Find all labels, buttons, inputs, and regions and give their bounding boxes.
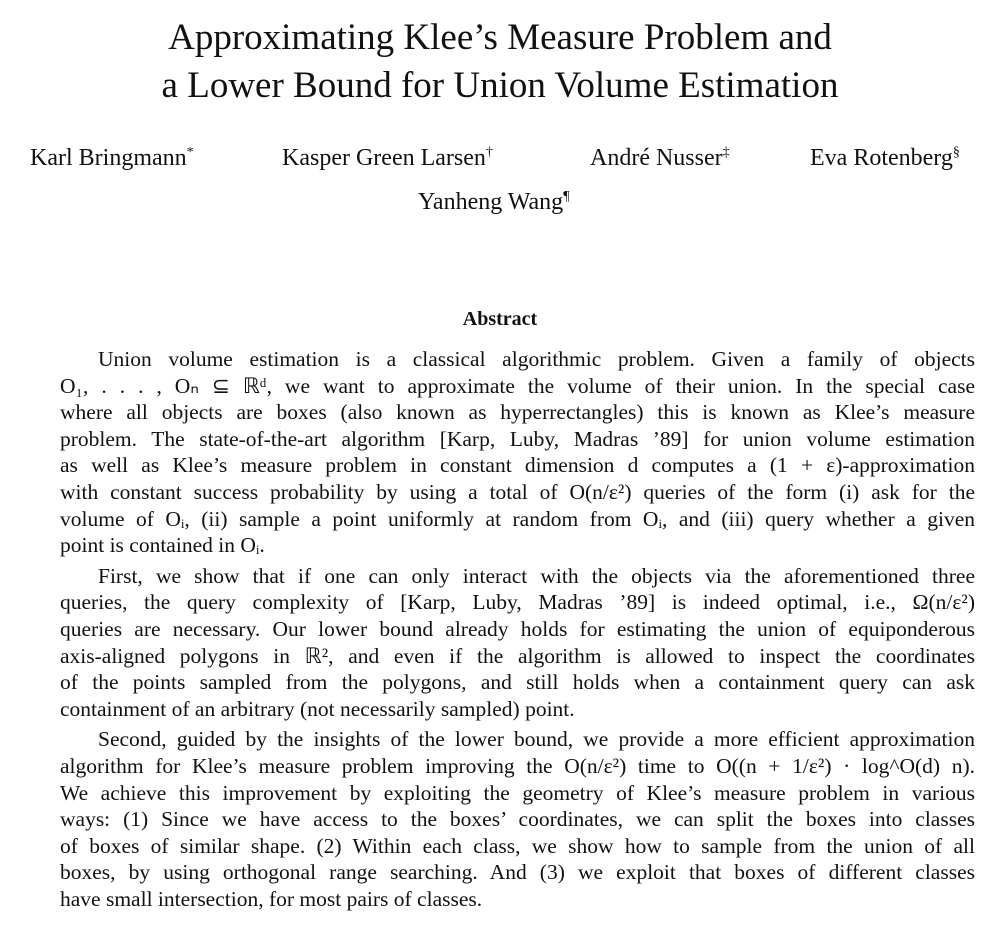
abstract-line: queries are necessary. Our lower bound already holds for estimating the union of equiponderous (60, 616, 975, 641)
abstract-line: where all objects are boxes (also known as hyperrectangles) this is known as Klee’s measure (60, 400, 975, 425)
author-name: André Nusser (590, 145, 723, 171)
author-footnote-mark: * (186, 145, 194, 160)
abstract-line: algorithm for Klee’s measure problem improving the O(n/ε²) time to O((n + 1/ε²) · log^O(d) n). (60, 753, 975, 778)
abstract-line: axis-aligned polygons in ℝ², and even if the algorithm is allowed to inspect the coordinates (60, 643, 975, 668)
abstract-line: O₁, . . . , Oₙ ⊆ ℝᵈ, we want to approximate the volume of their union. In the special case (60, 373, 975, 398)
author (590, 145, 730, 172)
abstract-body (60, 346, 975, 912)
abstract-line: volume of Oᵢ, (ii) sample a point uniformly at random from Oᵢ, and (iii) query whether a given (60, 506, 975, 531)
author-footnote-mark: § (952, 145, 960, 160)
abstract-line: point is contained in Oᵢ. (60, 533, 265, 558)
abstract-line: Union volume estimation is a classical algorithmic problem. Given a family of objects (98, 347, 975, 371)
author-name: Karl Bringmann (30, 145, 187, 171)
abstract-line: ways: (1) Since we have access to the boxes’ coordinates, we can split the boxes into classes (60, 807, 975, 832)
abstract-line: of the points sampled from the polygons, and still holds when a containment query can ask (60, 670, 975, 695)
abstract-line: First, we show that if one can only interact with the objects via the aforementioned three (98, 563, 975, 588)
author-name: Kasper Green Larsen (282, 145, 486, 171)
abstract-line: have small intersection, for most pairs of classes. (60, 886, 483, 911)
author (810, 145, 960, 172)
abstract-line: of boxes of similar shape. (2) Within each class, we show how to sample from the union of all (60, 833, 975, 858)
author (282, 145, 493, 172)
abstract-line: containment of an arbitrary (not necessarily sampled) point. (60, 696, 575, 721)
author-name: Yanheng Wang (418, 189, 564, 215)
author-footnote-mark: † (485, 145, 493, 160)
author-footnote-mark: ¶ (563, 189, 570, 204)
abstract-line: boxes, by using orthogonal range searching. And (3) we exploit that boxes of different classes (60, 860, 975, 885)
author (30, 145, 194, 172)
abstract-line: Second, guided by the insights of the lower bound, we provide a more efficient approximation (98, 727, 975, 752)
author (418, 189, 570, 216)
author-footnote-mark: ‡ (722, 145, 730, 160)
abstract-line: We achieve this improvement by exploiting the geometry of Klee’s measure problem in various (60, 780, 975, 805)
paper-title-line-1: Approximating Klee’s Measure Problem and (168, 17, 832, 58)
abstract-line: queries, the query complexity of [Karp, Luby, Madras ’89] is indeed optimal, i.e., Ω(n/ε²) (60, 590, 975, 615)
abstract-heading: Abstract (462, 308, 538, 330)
abstract-line: with constant success probability by using a total of O(n/ε²) queries of the form (i) ask for the (60, 479, 975, 504)
paper-title-line-2: a Lower Bound for Union Volume Estimation (161, 65, 839, 106)
abstract-line: problem. The state-of-the-art algorithm [Karp, Luby, Madras ’89] for union volume estimation (60, 426, 975, 451)
abstract-line: as well as Klee’s measure problem in constant dimension d computes a (1 + ε)-approximation (60, 453, 975, 478)
author-name: Eva Rotenberg (810, 145, 953, 171)
